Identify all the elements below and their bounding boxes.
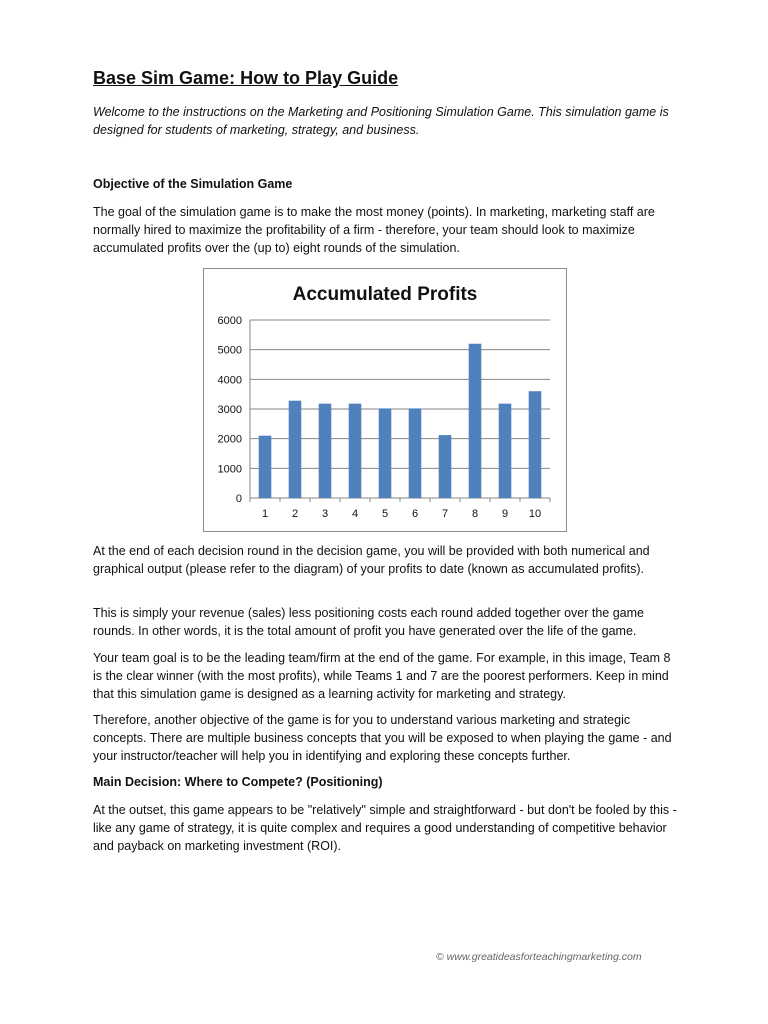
y-tick-label: 3000 (217, 404, 242, 416)
x-tick-label: 9 (501, 508, 509, 520)
bar (469, 344, 482, 498)
y-tick-label: 4000 (217, 374, 242, 387)
bar (349, 404, 362, 498)
bar (499, 404, 512, 498)
bar (259, 436, 272, 498)
bar (319, 404, 332, 498)
y-tick-label: 2000 (217, 433, 242, 446)
output-paragraph: At the end of each decision round in the decision game, you will be provided with both numerical and graphical output (please refer to the diagram) of your profits to date (known as accumulated profits). (93, 544, 650, 576)
x-tick-label: 1 (261, 508, 269, 520)
decision-paragraph: At the outset, this game appears to be "relatively" simple and straightforward - but don't be fooled by this - like any game of strategy, it is quite complex and requires a good understanding of competitive behavior and payback on marketing investment (ROI). (93, 803, 677, 853)
decision-heading: Main Decision: Where to Compete? (Positioning) (93, 775, 383, 789)
objective-heading: Objective of the Simulation Game (93, 177, 293, 191)
intro-paragraph: Welcome to the instructions on the Marketing and Positioning Simulation Game. This simulation game is designed for students of marketing, strategy, and business. (93, 105, 669, 137)
concepts-paragraph: Therefore, another objective of the game is for you to understand various marketing and strategic concepts. There are multiple business concepts that you will be exposed to when playing the game - and your instructor/teacher will help you in identifying and exploring these concepts further. (93, 713, 672, 763)
y-tick-label: 6000 (217, 315, 242, 327)
accumulated-profits-chart (203, 268, 567, 532)
page-title: Base Sim Game: How to Play Guide (93, 68, 399, 88)
x-tick-label: 7 (441, 508, 449, 520)
bar (439, 435, 452, 498)
x-tick-label: 10 (528, 508, 542, 520)
revenue-paragraph: This is simply your revenue (sales) less positioning costs each round added together over the game rounds. In other words, it is the total amount of profit you have generated over the life of the game. (93, 606, 644, 638)
x-tick-label: 6 (411, 508, 419, 520)
bar (289, 401, 302, 498)
bar (379, 408, 392, 498)
bar (529, 391, 542, 498)
bar (409, 408, 422, 498)
y-tick-label: 0 (235, 493, 242, 505)
x-tick-label: 8 (471, 508, 479, 520)
copyright-footer: © www.greatideasforteachingmarketing.com (436, 951, 642, 963)
x-tick-label: 4 (351, 508, 359, 520)
chart-title: Accumulated Profits (292, 284, 478, 305)
team-goal-paragraph: Your team goal is to be the leading team/firm at the end of the game. For example, in this image, Team 8 is the clear winner (with the most profits), while Teams 1 and 7 are the poorest performers. Keep in mind that this simulation game is designed as a learning activity for marketing and strategy. (93, 651, 671, 701)
objective-paragraph: The goal of the simulation game is to make the most money (points). In marketing, marketing staff are normally hired to maximize the profitability of a firm - therefore, your team should look to maximize accumulated profits over the (up to) eight rounds of the simulation. (93, 205, 655, 255)
x-tick-label: 5 (381, 508, 389, 520)
y-tick-label: 5000 (217, 344, 242, 357)
y-tick-label: 1000 (217, 463, 242, 476)
x-tick-label: 3 (321, 508, 329, 520)
x-tick-label: 2 (291, 508, 299, 520)
chart-canvas (204, 269, 566, 531)
